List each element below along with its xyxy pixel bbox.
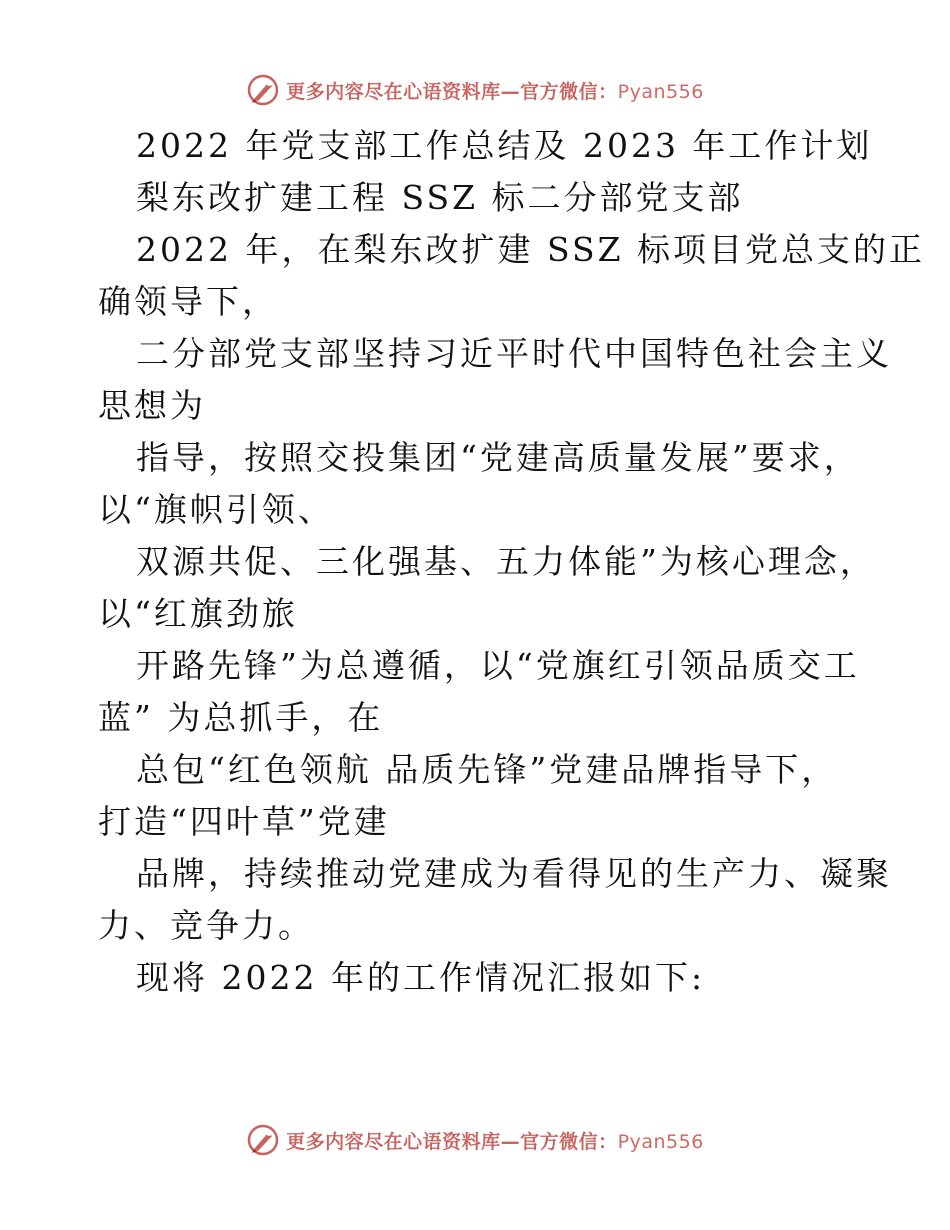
text-line: 2022 年党支部工作总结及 2023 年工作计划 <box>136 126 873 165</box>
text-line: 2022 年，在梨东改扩建 SSZ 标项目党总支的正 <box>136 230 926 269</box>
watermark-text: 更多内容尽在心语资料库—官方微信：Pyan556 <box>286 1130 704 1153</box>
text-line: 双源共促、三化强基、五力体能”为核心理念， <box>136 542 876 581</box>
text-line: 打造“四叶草”党建 <box>98 802 390 841</box>
text-line: 思想为 <box>98 386 206 425</box>
text-line: 梨东改扩建工程 SSZ 标二分部党支部 <box>136 178 744 217</box>
text-line: 开路先锋”为总遵循，以“党旗红引领品质交工 <box>136 646 860 685</box>
text-line: 品牌，持续推动党建成为看得见的生产力、凝聚 <box>136 854 892 893</box>
text-line: 力、竞争力。 <box>98 906 314 945</box>
watermark-header <box>0 70 950 110</box>
watermark-footer <box>0 1120 950 1160</box>
text-line: 总包“红色领航 品质先锋”党建品牌指导下， <box>136 750 838 789</box>
pen-logo-icon <box>246 73 280 107</box>
text-line: 以“旗帜引领、 <box>98 490 334 529</box>
text-line: 指导，按照交投集团“党建高质量发展”要求， <box>136 438 860 477</box>
text-line: 二分部党支部坚持习近平时代中国特色社会主义 <box>136 334 892 373</box>
pen-logo-icon <box>246 1123 280 1157</box>
text-line: 现将 2022 年的工作情况汇报如下: <box>136 958 706 997</box>
text-line: 以“红旗劲旅 <box>98 594 298 633</box>
text-line: 确领导下， <box>98 282 278 321</box>
watermark-text: 更多内容尽在心语资料库—官方微信：Pyan556 <box>286 80 704 103</box>
document-body <box>98 120 926 1004</box>
text-line: 蓝” 为总抓手，在 <box>98 698 384 737</box>
